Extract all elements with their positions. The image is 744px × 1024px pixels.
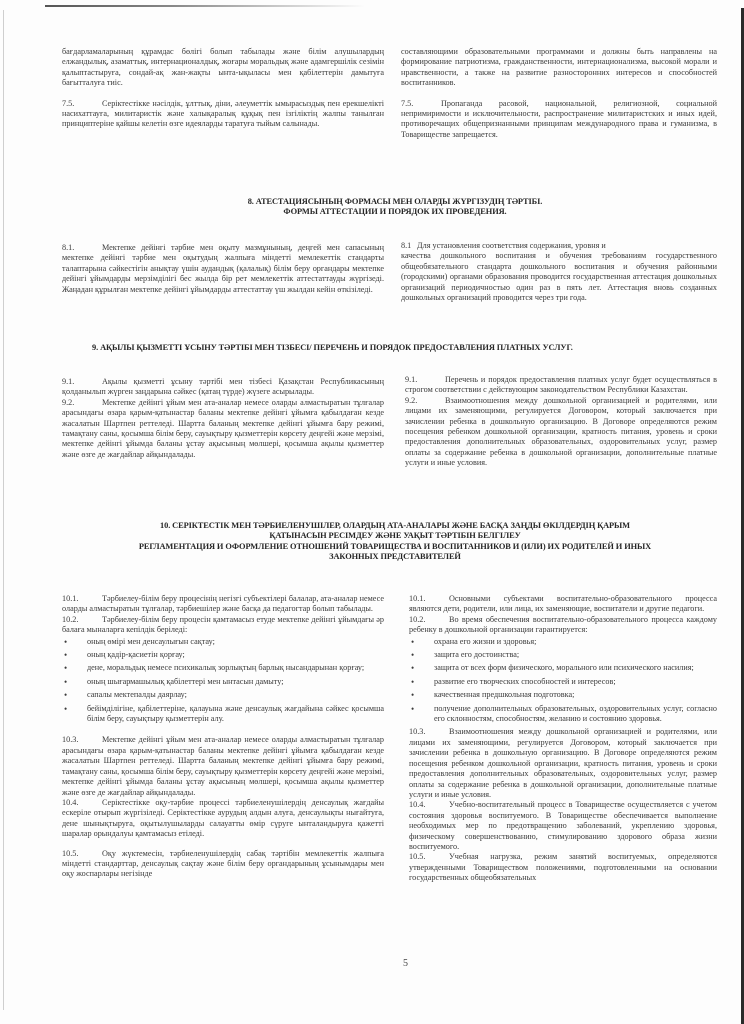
guarantees-list-ru [409, 637, 717, 725]
section-10-heading-kz-line2: ҚАТЫНАСЫН РЕСІМДЕУ ЖӘНЕ УАҚЫТ ТӘРТІБІН БЕЛГІЛЕУ [269, 531, 521, 541]
paragraph-number: 9.2. [405, 395, 418, 405]
paragraph-text: Во время обеспечения воспитательно-образовательного процесса каждому ребенку в дошкольной организации гарантируется: [409, 614, 717, 635]
paragraph-10-1-kz [62, 594, 384, 615]
section-9-ru-column [405, 375, 717, 469]
paragraph-9-2-ru [405, 396, 717, 469]
paragraph-8-1-ru-first [401, 241, 717, 251]
section-10-heading-ru-line2: ЗАКОННЫХ ПРЕДСТАВИТЕЛЕЙ [329, 552, 461, 562]
section-10-heading-kz-line1: 10. СЕРІКТЕСТІК МЕН ТӘРБИЕЛЕНУШІЛЕР, ОЛАРДЫҢ АТА-АНАЛАРЫ ЖӘНЕ БАСҚА ЗАҢДЫ ӨКІЛДЕРДІҢ ҚАРЫМ [160, 521, 630, 530]
paragraph-text: Тәрбиелеу-білім беру процесінің негізгі субъектілері балалар, ата-аналар немесе оларды алмастыратын тұлғалар, тәрбиешілер және басқа да педагогтар болып табылады. [62, 594, 384, 614]
scan-edge-left [3, 10, 4, 1010]
paragraph-text: Серіктестікке нәсілдік, ұлттық, діни, әлеуметтік ымырасыздық пен ерекшелікті насихаттауға, милитаристік және халықаралық құқық пен ізгіліктің жалпы танылған принциптеріне қайшы келетін өзге идеяларды таратуға тыйым салынады. [62, 98, 384, 129]
paragraph-8-1-ru-rest: качества дошкольного воспитания и обучения требованиям государственного общеобязательного стандарта дошкольного воспитания и обучения районными (городскими) органами образования проводится государственная аттестация дошкольных организаций периодичностью один раз в пять лет. Аттестация вновь созданных дошкольных организаций проводится через три года. [401, 251, 717, 303]
paragraph-number: 8.1. [62, 243, 75, 252]
paragraph-number: 10.5. [409, 852, 426, 862]
paragraph-7-5-ru [401, 99, 717, 141]
list-item: • получение дополнительных образовательных, оздоровительных услуг, согласно его склонностям, способностям, желанию и состоянию здоровья. [409, 704, 717, 725]
scan-edge-top [45, 5, 365, 7]
section-8-heading-kz: 8. АТЕСТАЦИЯСЫНЫҢ ФОРМАСЫ МЕН ОЛАРДЫ ЖҮРГІЗУДІҢ ТӘРТІБІ. [247, 197, 543, 206]
guarantees-list-kz [62, 637, 384, 725]
paragraph-text: Пропаганда расовой, национальной, религиозной, социальной непримиримости и исключительности, распространение милитаристских и иных идей, противоречащих общепризнанными принципам международного права и гуманизма, в Товариществе запрещается. [401, 98, 717, 139]
paragraph-text: Мектепке дейінгі тәрбие мен оқыту мазмұнының, деңгей мен сапасының мектепке дейінгі тәрбие мен оқытудың жалпыға міндетті мемлекеттік стандарты талаптарына сәйкестігін анықтау үшін аудандық (қалалық) білім беру органдары мектепке дейінгі ұйымдарды мерзімділігі бес жылда бір рет мемлекеттік аттестаттауды жүргізеді. Жаңадан құрылған мектепке дейінгі ұйымдарды аттестаттау үш жылдан кейін өткізіледі. [62, 243, 384, 294]
list-item: • развитие его творческих способностей и интересов; [409, 677, 717, 687]
paragraph-number: 10.5. [62, 848, 79, 858]
paragraph-number: 8.1 [401, 241, 412, 250]
paragraph-10-3-kz [62, 735, 384, 797]
section-10-ru-column [409, 594, 717, 884]
top-kz-column [62, 47, 384, 130]
list-item: • сапалы мектепалды даярлау; [62, 690, 384, 700]
paragraph-10-4-kz [62, 798, 384, 840]
page-number: 5 [403, 958, 408, 969]
list-item: • защита его достоинства; [409, 650, 717, 660]
section-10-heading-ru-line1: РЕГЛАМЕНТАЦИЯ И ОФОРМЛЕНИЕ ОТНОШЕНИЙ ТОВАРИЩЕСТВА И ВОСПИТАННИКОВ И (ИЛИ) ИХ РОДИТЕЛЕЙ И ИНЫХ [138, 541, 652, 551]
list-item: • дене, моральдық немесе психикалық зорлықтың барлық нысандарынан қорғау; [62, 663, 384, 673]
paragraph-number: 10.4. [62, 797, 79, 807]
section-10-heading [60, 521, 730, 563]
section-8-ru-column [401, 241, 717, 303]
paragraph-number: 10.1. [409, 594, 426, 603]
paragraph-number: 10.3. [62, 735, 79, 745]
paragraph-9-1-kz [62, 377, 384, 398]
paragraph-text: Взаимоотношения между дошкольной организацией и родителями, или лицами их заменяющими, регулируется Договором, который заключается при зачислении ребенка в дошкольную организацию. В Договоре определяются режим посещения ребенком дошкольной организации, кратность питания, уровень и сроки предоставления дополнительных образовательных, оздоровительных услуг, размер оплаты за содержание ребенка в дошкольной организации, дополнительные платные услуги и иные условия. [405, 395, 717, 468]
paragraph-number: 10.1. [62, 594, 79, 603]
paragraph-text: Ақылы қызметті ұсыну тәртібі мен тізбесі Қазақстан Республикасының қолданылып жүрген заңдарына сәйкес (қатаң түрде) жүзеге асырылады. [62, 377, 384, 397]
paragraph-number: 10.2. [62, 614, 79, 624]
section-8-heading-ru: ФОРМЫ АТТЕСТАЦИИ И ПОРЯДОК ИХ ПРОВЕДЕНИЯ. [283, 207, 507, 217]
section-10-kz-column [62, 594, 384, 880]
paragraph-7-5-kz [62, 99, 384, 130]
paragraph-10-2-ru [409, 615, 717, 636]
top-ru-column [401, 47, 717, 140]
paragraph-10-5-ru [409, 852, 717, 883]
paragraph-number: 7.5. [62, 98, 75, 108]
paragraph-text: Серіктестікке оқу-тәрбие процессі тәрбиеленушілердің денсаулық жағдайы ескеріле отырып жүргізіледі. Серіктестікке аурудың алдын алуға, денсаулықты нығайтуға, дене шынықтыруға, оқытылушыларды салауатты өмір сүруге ынталандыруға қажетті шаралар орындалуы қамтамасыз етіледі. [62, 797, 384, 839]
paragraph-number: 7.5. [401, 98, 414, 108]
paragraph-number: 10.3. [409, 727, 426, 737]
list-item: • охрана его жизни и здоровья; [409, 637, 717, 647]
section-9-kz-column [62, 377, 384, 460]
section-8-kz-column [62, 243, 384, 295]
paragraph-continuation-kz: бағдарламаларының құрамдас бөлігі болып табылады және білім алушылардың елжандылық, азаматтық, интернационалдық, жоғары моральдық және адамгершілік сезімін қалыптастыруға, сондай-ақ жан-жақты ынта-ықыласы мен қабілеттерін дамытуға бағытталуға тиіс. [62, 47, 384, 88]
paragraph-text: Основными субъектами воспитательно-образовательного процесса являются дети, родители, или лица, их заменяющие, воспитатели и другие педагоги. [409, 594, 717, 614]
list-item: • бейімділігіне, қабілеттеріне, қалауына және денсаулық жағдайына сәйкес қосымша білім беру, сауықтыру қызметтерін алу. [62, 704, 384, 725]
list-item: • оның шығармашылық қабілеттері мен ынтасын дамыту; [62, 677, 384, 687]
paragraph-9-2-kz [62, 398, 384, 460]
paragraph-10-1-ru [409, 594, 717, 615]
paragraph-text: Перечень и порядок предоставления платных услуг будет осуществляться в строгом соответствии с действующим законодательством Республики Казахстан. [405, 375, 717, 395]
paragraph-9-1-ru [405, 375, 717, 396]
paragraph-10-2-kz [62, 615, 384, 636]
paragraph-10-3-ru [409, 727, 717, 800]
paragraph-continuation-ru: составляющими образовательными программами и должны быть направлены на формирование патриотизма, гражданственности, интернационализма, высокой морали и нравственности, а также на развитие разносторонних интересов и способностей воспитанников. [401, 47, 717, 88]
list-item: • защита от всех форм физического, морального или психического насилия; [409, 663, 717, 673]
paragraph-text: Учебно-воспитательный процесс в Товариществе осуществляется с учетом состояния здоровья воспитуемого. В Товариществе обеспечивается выполнение необходимых мер по предотвращению заболеваний, укреплению здоровья, физическому совершенствованию, стимулированию здорового образа жизни воспитуемого. [409, 800, 717, 851]
paragraph-number: 9.1. [405, 375, 418, 384]
paragraph-number: 10.4. [409, 800, 426, 810]
paragraph-text: Учебная нагрузка, режим занятий воспитуемых, определяются утвержденными Товариществом положениями, подготовленными на основании государственных общеобязательных [409, 852, 717, 883]
paragraph-10-4-ru [409, 800, 717, 852]
list-item: • оның қадір-қасиетін қорғау; [62, 650, 384, 660]
paragraph-number: 9.2. [62, 397, 75, 407]
paragraph-10-5-kz [62, 849, 384, 880]
paragraph-number: 10.2. [409, 614, 426, 624]
section-9-heading: 9. АҚЫЛЫ ҚЫЗМЕТТІ ҰСЫНУ ТӘРТІБІ МЕН ТІЗБЕСІ/ ПЕРЕЧЕНЬ И ПОРЯДОК ПРЕДОСТАВЛЕНИЯ ПЛАТНЫХ УСЛУГ. [92, 343, 573, 352]
paragraph-text: Мектепке дейінгі ұйым мен ата-аналар немесе оларды алмастыратын тұлғалар арасындағы өзара қарым-қатынастар баланы мектепке дейінгі ұйымға қабылдаған кезде жасалатын Шартпен реттеледі. Шартта баланың мектепке дейінгі ұйымға бару режимі, тамақтану саны, қосымша білім беру, сауықтыру қызметтерін көрсету деңгейі және мерзімі, мектепке дейінгі ұйымда баланы ұстау ақысының мөлшері, қосымша ақылы қызметтер және өзге де жағдайлар айқындалады. [62, 397, 384, 459]
paragraph-text: Для установления соответствия содержания, уровня и [417, 241, 606, 250]
paragraph-text: Тәрбиелеу-білім беру процесін қамтамасыз етуде мектепке дейінгі ұйымдағы әр балаға мыналарға кепілдік беріледі: [62, 614, 384, 635]
paragraph-text: Оқу жүктемесін, тәрбиеленушілердің сабақ тәртібін мемлекеттік жалпыға міндетті стандарттар, денсаулық сақтау және білім беру органдарының ұсынымдары мен оқу жоспарлары негізінде [62, 848, 384, 879]
paragraph-text: Мектепке дейінгі ұйым мен ата-аналар немесе оларды алмастыратын тұлғалар арасындағы өзара қарым-қатынастар баланы мектепке дейінгі ұйымға қабылдаған кезде жасалатын Шартпен реттеледі. Шартта баланың мектепке дейінгі ұйымға бару режимі, тамақтану саны, қосымша білім беру, сауықтыру қызметтерін көрсету деңгейі және мерзімі, мектепке дейінгі ұйымда баланы ұстау ақысының мөлшері, қосымша ақылы қызметтер және өзге де жағдайлар айқындалады. [62, 735, 384, 797]
list-item: • оның өмірі мен денсаулығын сақтау; [62, 637, 384, 647]
paragraph-text: Взаимоотношения между дошкольной организацией и родителями, или лицами их заменяющими, регулируется Договором, который заключается при зачислении ребенка в дошкольную организацию. В Договоре определяются режим посещения ребенком дошкольной организации, кратность питания, уровень и сроки предоставления дополнительных образовательных, оздоровительных услуг, размер оплаты за содержание ребенка в дошкольной организации, дополнительные платные услуги и иные условия. [409, 727, 717, 799]
section-8-heading [60, 197, 730, 218]
paragraph-8-1-kz [62, 243, 384, 295]
list-item: • качественная предшкольная подготовка; [409, 690, 717, 700]
paragraph-number: 9.1. [62, 377, 75, 386]
